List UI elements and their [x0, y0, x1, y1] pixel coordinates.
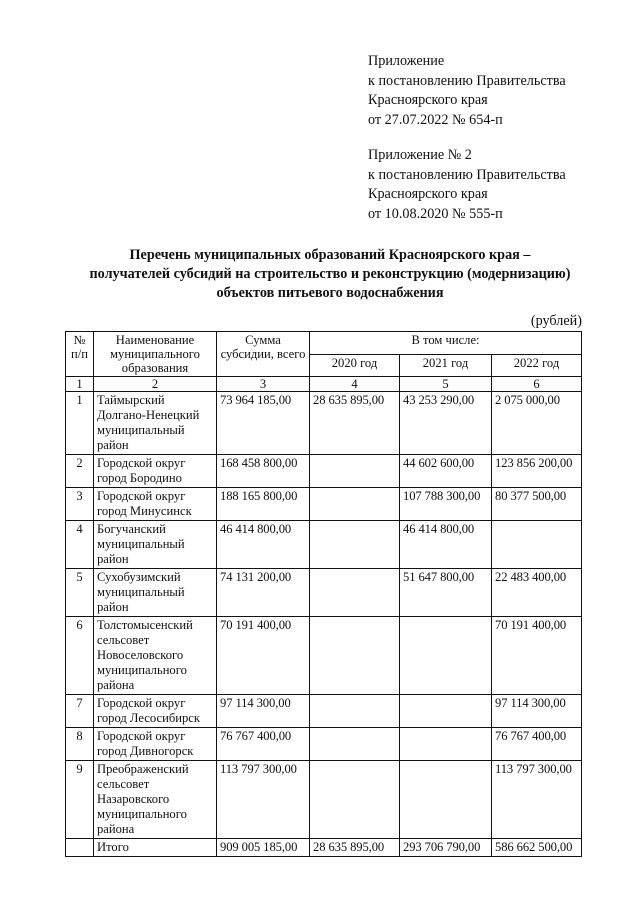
total-row	[66, 839, 582, 857]
cell-y2022: 97 114 300,00	[492, 695, 582, 728]
column-index: 2	[94, 377, 217, 392]
table-row	[66, 728, 582, 761]
cell-y2020	[310, 569, 400, 617]
header-line: Приложение	[368, 53, 445, 69]
header-line: Красноярского края	[368, 92, 488, 108]
header-sum: Сумма субсидии, всего	[217, 332, 310, 377]
cell-y2020	[310, 617, 400, 695]
cell-name: Преображенский сельсовет Назаровского муниципального района	[94, 761, 217, 839]
cell-y2022: 22 483 400,00	[492, 569, 582, 617]
cell-sum: 188 165 800,00	[217, 488, 310, 521]
table-row	[66, 455, 582, 488]
cell-y2020	[310, 455, 400, 488]
column-index: 4	[310, 377, 400, 392]
cell-name: Толстомысенский сельсовет Новоселовского муниципального района	[94, 617, 217, 695]
cell-y2021	[400, 695, 492, 728]
table-row	[66, 392, 582, 455]
table-row	[66, 617, 582, 695]
cell-sum: 168 458 800,00	[217, 455, 310, 488]
cell-y2021: 46 414 800,00	[400, 521, 492, 569]
cell-y2021: 107 788 300,00	[400, 488, 492, 521]
cell-name: Богучанский муниципальный район	[94, 521, 217, 569]
header-2020: 2020 год	[310, 354, 400, 377]
cell-sum: 74 131 200,00	[217, 569, 310, 617]
cell-y2020	[310, 695, 400, 728]
cell-num: 7	[66, 695, 94, 728]
cell-name: Сухобузимский муниципальный район	[94, 569, 217, 617]
header-line: от 27.07.2022 № 654-п	[368, 111, 503, 128]
cell-num: 3	[66, 488, 94, 521]
table-row	[66, 488, 582, 521]
cell-num: 9	[66, 761, 94, 839]
column-index: 1	[66, 377, 94, 392]
cell-sum: 97 114 300,00	[217, 695, 310, 728]
document-title	[50, 246, 610, 303]
cell-sum: 70 191 400,00	[217, 617, 310, 695]
cell-y2022: 586 662 500,00	[492, 839, 582, 857]
header-2021: 2021 год	[400, 354, 492, 377]
cell-y2021: 44 602 600,00	[400, 455, 492, 488]
cell-sum: 909 005 185,00	[217, 839, 310, 857]
cell-name: Таймырский Долгано-Ненецкий муниципальный район	[94, 392, 217, 455]
cell-y2021: 51 647 800,00	[400, 569, 492, 617]
column-index-row	[66, 377, 582, 392]
cell-y2020	[310, 521, 400, 569]
cell-y2021	[400, 761, 492, 839]
table-row	[66, 569, 582, 617]
cell-y2022: 70 191 400,00	[492, 617, 582, 695]
cell-y2021: 43 253 290,00	[400, 392, 492, 455]
header-line: Красноярского края	[368, 186, 488, 202]
column-index: 6	[492, 377, 582, 392]
cell-y2022	[492, 521, 582, 569]
column-index: 5	[400, 377, 492, 392]
title-line: получателей субсидий на строительство и реконструкцию (модернизацию)	[89, 266, 571, 282]
cell-y2022: 113 797 300,00	[492, 761, 582, 839]
cell-name: Городской округ город Минусинск	[94, 488, 217, 521]
cell-num: 6	[66, 617, 94, 695]
cell-y2020	[310, 761, 400, 839]
header-2022: 2022 год	[492, 354, 582, 377]
cell-num: 4	[66, 521, 94, 569]
cell-num: 5	[66, 569, 94, 617]
table-header-row	[66, 332, 582, 355]
table-row	[66, 695, 582, 728]
unit-label: (рублей)	[530, 313, 582, 329]
table-row	[66, 521, 582, 569]
header-including: В том числе:	[310, 332, 582, 355]
cell-sum: 76 767 400,00	[217, 728, 310, 761]
column-index: 3	[217, 377, 310, 392]
cell-name: Городской округ город Бородино	[94, 455, 217, 488]
cell-num	[66, 839, 94, 857]
cell-num: 2	[66, 455, 94, 488]
header-line: к постановлению Правительства	[368, 166, 566, 183]
cell-y2022: 80 377 500,00	[492, 488, 582, 521]
cell-y2020	[310, 488, 400, 521]
cell-sum: 46 414 800,00	[217, 521, 310, 569]
cell-y2022: 76 767 400,00	[492, 728, 582, 761]
cell-name: Городской округ город Лесосибирск	[94, 695, 217, 728]
approval-header-original	[368, 146, 566, 224]
cell-y2020: 28 635 895,00	[310, 839, 400, 857]
approval-header-current	[368, 52, 566, 130]
cell-name: Итого	[94, 839, 217, 857]
title-line: объектов питьевого водоснабжения	[216, 285, 444, 301]
header-line: Приложение № 2	[368, 147, 472, 163]
cell-sum: 113 797 300,00	[217, 761, 310, 839]
subsidy-table	[65, 331, 582, 857]
cell-name: Городской округ город Дивногорск	[94, 728, 217, 761]
cell-num: 8	[66, 728, 94, 761]
title-line: Перечень муниципальных образований Красноярского края –	[129, 247, 531, 263]
header-num: № п/п	[66, 332, 94, 377]
cell-num: 1	[66, 392, 94, 455]
cell-y2021: 293 706 790,00	[400, 839, 492, 857]
header-line: к постановлению Правительства	[368, 72, 566, 89]
header-line: от 10.08.2020 № 555-п	[368, 205, 503, 222]
cell-sum: 73 964 185,00	[217, 392, 310, 455]
cell-y2021	[400, 617, 492, 695]
cell-y2022: 2 075 000,00	[492, 392, 582, 455]
cell-y2022: 123 856 200,00	[492, 455, 582, 488]
header-name: Наименование муниципального образования	[94, 332, 217, 377]
cell-y2021	[400, 728, 492, 761]
table-row	[66, 761, 582, 839]
cell-y2020: 28 635 895,00	[310, 392, 400, 455]
cell-y2020	[310, 728, 400, 761]
